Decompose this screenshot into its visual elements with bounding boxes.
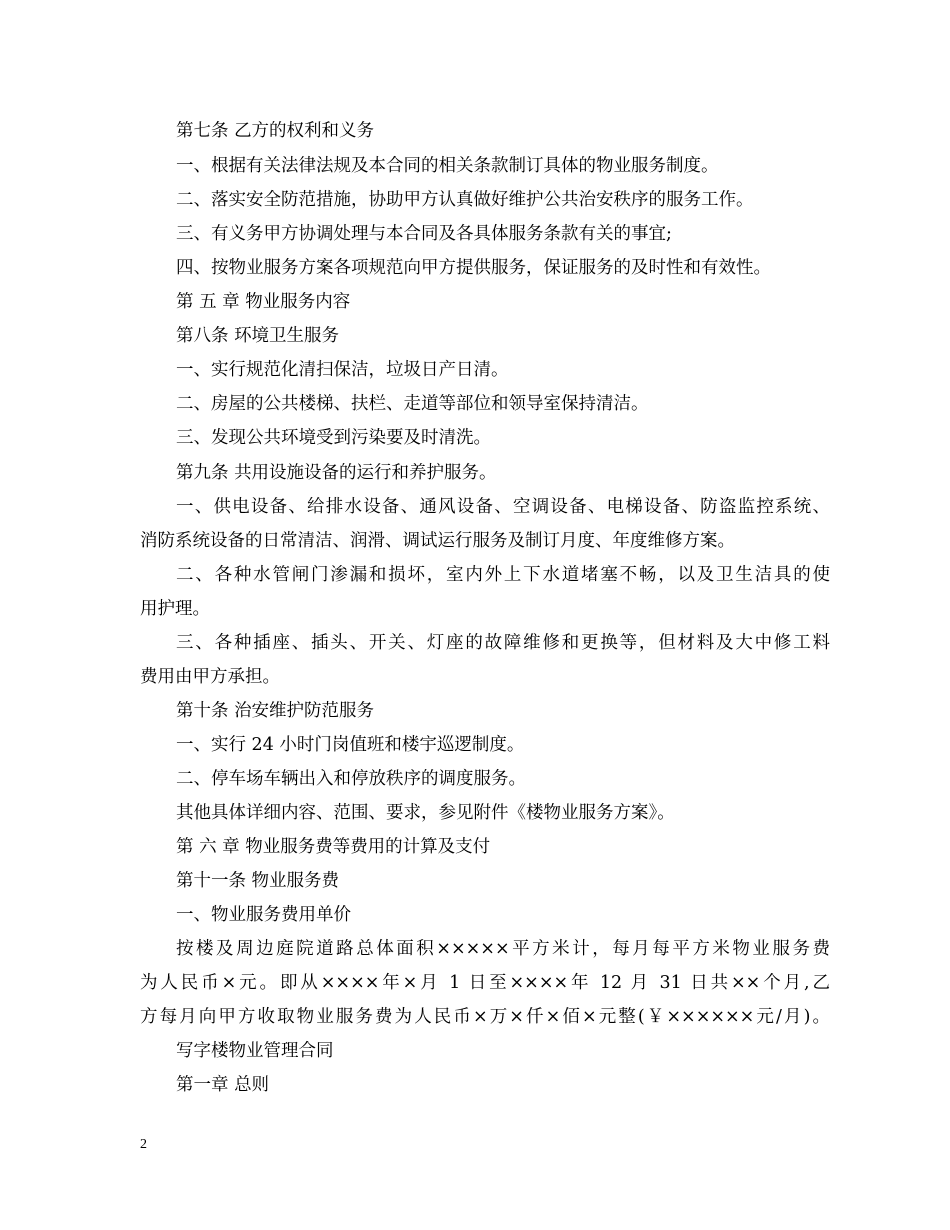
paragraph-line: 其他具体详细内容、范围、要求，参见附件《楼物业服务方案》。 (176, 803, 675, 823)
paragraph-line: 四、按物业服务方案各项规范向甲方提供服务，保证服务的及时性和有效性。 (176, 258, 771, 278)
chapter-6-heading: 第 六 章 物业服务费等费用的计算及支付 (176, 837, 491, 857)
article-9-heading: 第九条 共用设施设备的运行和养护服务。 (176, 463, 497, 483)
paragraph-line: 二、落实安全防范措施，协助甲方认真做好维护公共治安秩序的服务工作。 (176, 190, 754, 210)
paragraph-line: 一、实行规范化清扫保洁，垃圾日产日清。 (176, 360, 509, 380)
chapter-1-heading: 第一章 总则 (176, 1075, 270, 1095)
paragraph-line: 三、有义务甲方协调处理与本合同及各具体服务条款有关的事宜; (176, 224, 672, 244)
paragraph-line: 一、供电设备、给排水设备、通风设备、空调设备、电梯设备、防盗监控系统、 (176, 497, 830, 517)
paragraph-line: 二、各种水管闸门渗漏和损坏，室内外上下水道堵塞不畅，以及卫生洁具的使 (176, 565, 830, 585)
article-11-heading: 第十一条 物业服务费 (176, 871, 340, 891)
article-8-heading: 第八条 环境卫生服务 (176, 326, 340, 346)
article-10-heading: 第十条 治安维护防范服务 (176, 701, 375, 721)
paragraph-line: 一、根据有关法律法规及本合同的相关条款制订具体的物业服务制度。 (176, 156, 719, 176)
page-number: 2 (140, 1137, 147, 1152)
paragraph-line: 一、物业服务费用单价 (176, 905, 351, 925)
paragraph-line: 三、各种插座、插头、开关、灯座的故障维修和更换等，但材料及大中修工料 (176, 633, 830, 653)
paragraph-line: 二、房屋的公共楼梯、扶栏、走道等部位和领导室保持清洁。 (176, 394, 649, 414)
contract-title: 写字楼物业管理合同 (176, 1041, 334, 1061)
article-7-heading: 第七条 乙方的权利和义务 (176, 121, 375, 141)
paragraph-line: 二、停车场车辆出入和停放秩序的调度服务。 (176, 769, 526, 789)
paragraph-line: 按楼及周边庭院道路总体面积×××××平方米计，每月每平方米物业服务费 (176, 939, 830, 959)
chapter-5-heading: 第 五 章 物业服务内容 (176, 292, 351, 312)
paragraph-line: 消防系统设备的日常清洁、润滑、调试运行服务及制订月度、年度维修方案。 (140, 531, 735, 551)
paragraph-line: 方每月向甲方收取物业服务费为人民币×万×仟×佰×元整(￥××××××元/月)。 (140, 1007, 830, 1027)
paragraph-line: 三、发现公共环境受到污染要及时清洗。 (176, 428, 491, 448)
paragraph-line: 为人民币×元。即从××××年×月 1 日至××××年 12 月 31 日共××个月,乙 (140, 973, 830, 993)
paragraph-line: 费用由甲方承担。 (140, 667, 280, 687)
paragraph-line: 用护理。 (140, 599, 210, 619)
paragraph-line: 一、实行 24 小时门岗值班和楼宇巡逻制度。 (176, 735, 525, 755)
